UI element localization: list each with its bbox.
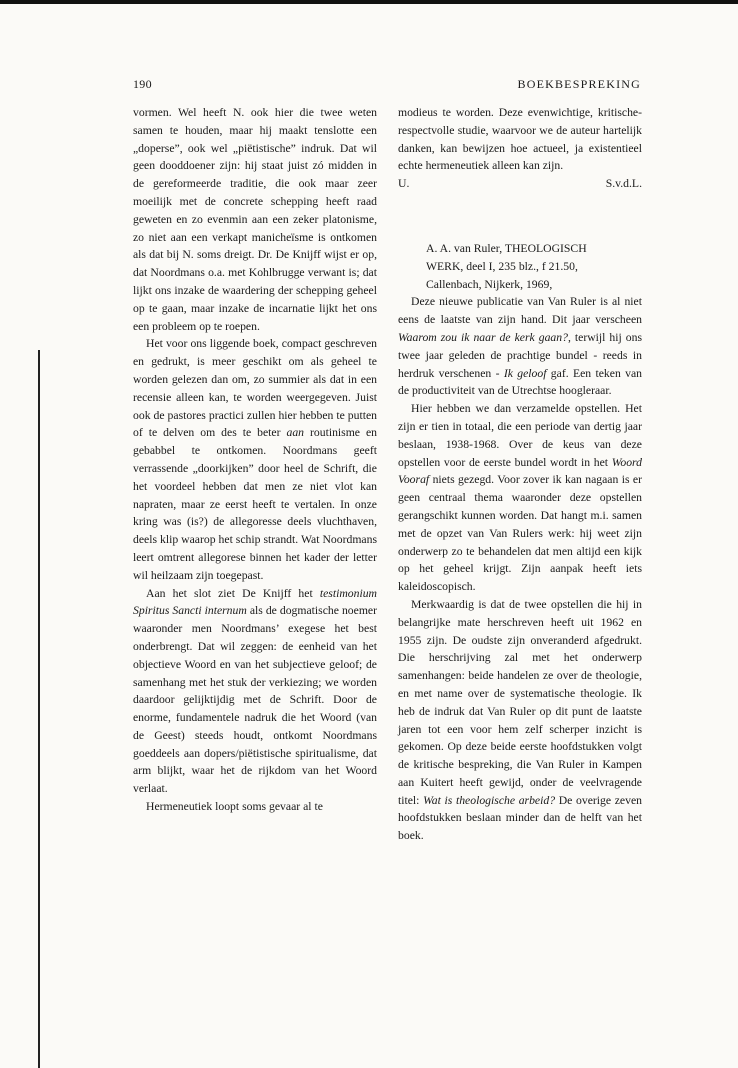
text-run: , terwijl hij ons twee jaar geleden de prachtige bundel - reeds in herdruk verschenen - bbox=[398, 330, 642, 380]
text-run: De overige zeven hoofdstukken beslaan minder dan de helft van het boek. bbox=[398, 793, 642, 843]
running-title: BOEKBESPREKING bbox=[517, 77, 641, 91]
reference-line: Callenbach, Nijkerk, 1969, bbox=[426, 277, 553, 291]
paragraph: vormen. Wel heeft N. ook hier die twee weten samen te houden, maar hij maakt tenslotte een „doperse”, ook wel „piëtistische” indruk. Dat wil geen dooddoener zijn: hij staat juist zó midden in de gereformeerde traditie, die ook maar zeer moeilijk met de concrete schepping heeft raad geweten en zo evenmin aan een zeker platonisme, zo niet aan een verkapt manicheïsme is ontkomen als dat bij N. soms dreigt. Dr. De Knijff wijst er op, dat Noordmans o.a. met Kohlbrugge verwant is; dat lijkt ons inzake de waardering der schepping geheel op te gaan, maar inzake de incarnatie lijkt het ons een probleem op te roepen. bbox=[133, 106, 377, 333]
italic-run: Ik geloof bbox=[503, 366, 547, 380]
paragraph bbox=[398, 293, 642, 400]
reference-line: A. A. van Ruler, THEOLOGISCH bbox=[426, 241, 587, 255]
paragraph bbox=[398, 596, 642, 845]
text-run: Het voor ons liggende boek, compact geschreven en gedrukt, is meer geschikt om als geheel te worden gelezen dan om, zo summier als dat in een recensie alleen kan, te worden weergegeven. Juist ook de pastores practici zullen hier hebben te putten of te delven om des te beter bbox=[133, 337, 377, 440]
paragraph bbox=[133, 335, 377, 584]
scan-left-edge bbox=[38, 350, 40, 1068]
signature-initial: U. bbox=[398, 177, 410, 191]
text-run: routinisme en gebabbel te ontkomen. Noordmans geeft verrassende „doorkijken” door heel de Schrift, die het voordeel hebben dat men ze niet vlot kan napraten, maar ze eerst heeft te vertalen. In onze kring was (is?) de allegoresse deels vluchthaven, deels klip waarop het schip strandt. Wat Noordmans leert omtrent allegorese binnen het kader der letter wil heilzaam zijn toegepast. bbox=[133, 426, 377, 582]
paragraph bbox=[133, 585, 377, 799]
left-column bbox=[133, 104, 377, 816]
italic-run: Woord Vooraf bbox=[398, 455, 642, 487]
italic-run: testimonium Spiritus Sancti internum bbox=[133, 586, 377, 618]
italic-run: aan bbox=[286, 426, 305, 440]
paragraph: Hermeneutiek loopt soms gevaar al te bbox=[146, 800, 323, 814]
reviewer-signature: S.v.d.L. bbox=[605, 177, 642, 191]
scan-top-edge bbox=[0, 0, 738, 4]
italic-run: Wat is theologische arbeid? bbox=[423, 793, 556, 807]
paragraph bbox=[398, 400, 642, 596]
text-run: gaf. Een teken van de productiviteit van de Utrechtse hoogleraar. bbox=[398, 366, 642, 398]
text-run: Deze nieuwe publicatie van Van Ruler is al niet eens de laatste van zijn hand. Dit jaar verscheen bbox=[398, 295, 642, 327]
reference-line: WERK, deel I, 235 blz., f 21.50, bbox=[426, 259, 578, 273]
text-run: Merkwaardig is dat de twee opstellen die hij in belangrijke mate herschreven heeft uit 1962 en 1955 zijn. De oudste zijn onveranderd afgedrukt. Die herschrijving zal met het onderwerp samenhangen: beide handelen ze over de theologie, en met name over de systematische theologie. Ik heb de indruk dat Van Ruler op dit punt de laatste jaren tot een voor hem zelf scherper inzicht is gekomen. Op deze beide eerste hoofdstukken volgt de kritische bespreking, die Van Ruler in Kampen aan Kuitert heeft gewijd, onder de veelvragende titel: bbox=[398, 597, 642, 807]
text-run: Hier hebben we dan verzamelde opstellen. Het zijn er tien in totaal, die een periode van dertig jaar beslaan, 1938-1968. Over de keus van deze opstellen voor de eerste bundel wordt in het bbox=[398, 402, 642, 469]
italic-run: Waarom zou ik naar de kerk gaan? bbox=[398, 330, 568, 344]
book-reference bbox=[398, 240, 642, 293]
right-column bbox=[398, 104, 642, 845]
text-run: niets gezegd. Voor zover ik kan nagaan is er geen centraal thema waaronder deze opstellen gerangschikt kunnen worden. Dat hangt m.i. samen met de opzet van Van Rulers werk: hij weet zijn onderwerp zo te behandelen dat men altijd een kijk op het geheel krijgt. Zijn aanpak heeft iets kaleidoscopisch. bbox=[398, 473, 642, 594]
page-number: 190 bbox=[133, 77, 152, 91]
text-run: Aan het slot ziet De Knijff het bbox=[146, 586, 320, 600]
signature-line bbox=[398, 175, 642, 193]
text-run: als de dogmatische noemer waaronder men Noordmans’ exegese het best onderbrengt. Dat wil zeggen: de eenheid van het objectieve Woord en van het subjectieve geloof; de samenhang met het stuk der verkiezing; we worden daardoor gelijktijdig met de Schrift. Door de enorme, fundamentele nadruk die het Woord (van de Geest) steeds houdt, ontkomt Noordmans goeddeels aan dopers/piëtistische spiritualisme, dat arm blijkt, waar het de rijkdom van het Woord verlaat. bbox=[133, 604, 377, 796]
paragraph: modieus te worden. Deze evenwichtige, kritische-respectvolle studie, waarvoor we de auteur hartelijk danken, kan bewijzen hoe actueel, ja existentieel echte hermeneutiek alleen kan zijn. bbox=[398, 106, 642, 173]
